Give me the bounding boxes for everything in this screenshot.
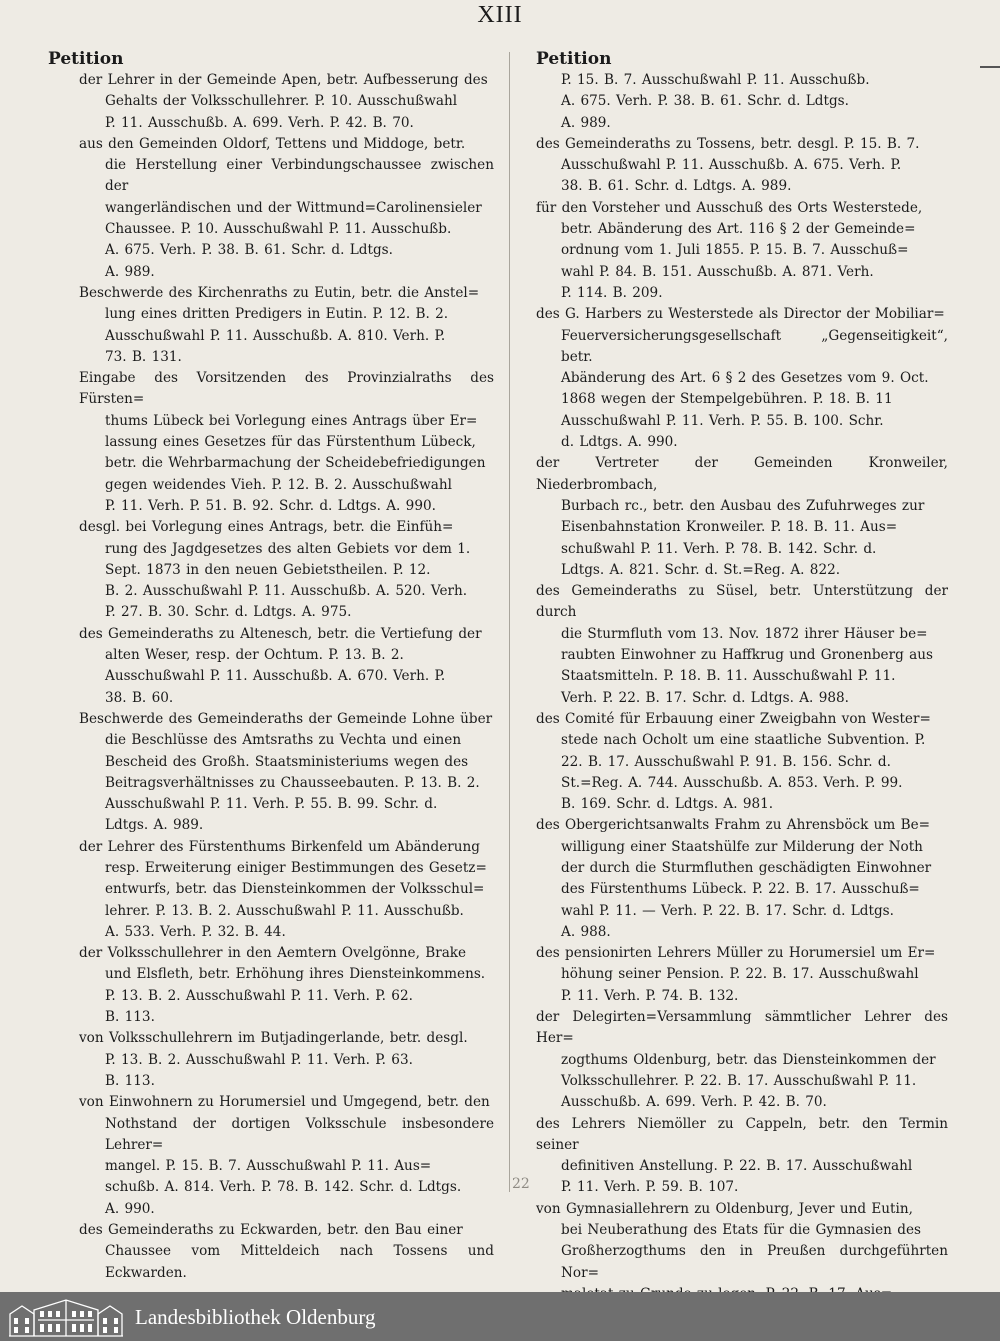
entry-line: d. Ldtgs. A. 990. [561,434,678,451]
right-column [536,48,948,1327]
entry-line: Chaussee. P. 10. Ausschußwahl P. 11. Ausschußb. [105,221,452,238]
entry-line: wahl P. 11. — Verh. P. 22. B. 17. Schr. d. Ldtgs. [561,902,894,919]
pencil-annotation: 22 [512,1176,530,1192]
entry-line: Ldtgs. A. 821. Schr. d. St.=Reg. A. 822. [561,561,841,578]
entry-line: aus den Gemeinden Oldorf, Tettens und Middoge, betr. [79,135,466,152]
entry-line: des G. Harbers zu Westerstede als Director der Mobiliar= [536,306,945,323]
column-divider [509,52,510,1192]
entry-line: P. 11. Verh. P. 74. B. 132. [561,987,739,1004]
entry-line: resp. Erweiterung einiger Bestimmungen des Gesetz= [105,859,487,876]
entry-line: des Gemeinderaths zu Eckwarden, betr. den Bau einer [79,1222,463,1239]
library-building-icon [8,1296,124,1337]
entry-line: Chaussee vom Mitteldeich nach Tossens und Eckwarden. [105,1243,494,1281]
entry-line: bei Neuberathung des Etats für die Gymnasien des [561,1222,921,1239]
entry-line: 38. B. 61. Schr. d. Ldtgs. A. 989. [561,178,792,195]
entry-line: Beitragsverhältnisses zu Chausseebauten. P. 13. B. 2. [105,774,480,791]
entry-line: P. 27. B. 30. Schr. d. Ldtgs. A. 975. [105,604,352,621]
entry-line: zogthums Oldenburg, betr. das Diensteinkommen der [561,1051,936,1068]
entry-line: des Gemeinderaths zu Süsel, betr. Unterstützung der durch [536,583,948,621]
entry-line: willigung einer Staatshülfe zur Milderung der Noth [561,838,923,855]
left-petition-entry [48,1028,494,1092]
right-petition-entry [536,581,948,709]
entry-line: der durch die Sturmfluthen geschädigten Einwohner [561,859,932,876]
left-petition-entry [48,283,494,368]
entry-line: des Lehrers Niemöller zu Cappeln, betr. den Termin seiner [536,1115,948,1153]
entry-line: Ausschußb. A. 699. Verh. P. 42. B. 70. [561,1094,827,1111]
entry-line: Burbach rc., betr. den Ausbau des Zufuhrweges zur [561,497,925,514]
entry-line: Ausschußwahl P. 11. Verh. P. 55. B. 100. Schr. [561,412,884,429]
entry-line: mangel. P. 15. B. 7. Ausschußwahl P. 11. Aus= [105,1158,432,1175]
left-petition-entry [48,709,494,837]
entry-line: P. 13. B. 2. Ausschußwahl P. 11. Verh. P. 62. [105,987,413,1004]
library-footer [0,1292,1000,1341]
left-petition-entry [48,517,494,623]
entry-line: A. 990. [105,1200,155,1217]
right-petition-entry [536,70,948,134]
entry-line: B. 113. [105,1072,155,1089]
entry-line: von Gymnasiallehrern zu Oldenburg, Jever und Eutin, [536,1200,913,1217]
entry-line: die Herstellung einer Verbindungschaussee zwischen der [105,157,494,195]
entry-line: Beschwerde des Kirchenraths zu Eutin, betr. die Anstel= [79,284,480,301]
entry-line: lassung eines Gesetzes für das Fürstenthum Lübeck, [105,434,476,451]
entry-line: die Beschlüsse des Amtsraths zu Vechta und einen [105,732,462,749]
entry-line: P. 13. B. 2. Ausschußwahl P. 11. Verh. P. 63. [105,1051,413,1068]
entry-line: entwurfs, betr. das Diensteinkommen der Volksschul= [105,881,485,898]
right-petition-entry [536,709,948,815]
entry-line: stede nach Ocholt um eine staatliche Subvention. P. [561,732,926,749]
right-entries [536,70,948,1327]
entry-line: schußwahl P. 11. Verh. P. 78. B. 142. Schr. d. [561,540,877,557]
left-petition-entry [48,1092,494,1220]
entry-line: A. 675. Verh. P. 38. B. 61. Schr. d. Ldtgs. [105,242,393,259]
entry-line: Eingabe des Vorsitzenden des Provinzialraths des Fürsten= [79,370,494,408]
left-petition-entry [48,70,494,134]
entry-line: Bescheid des Großh. Staatsministeriums wegen des [105,753,469,770]
entry-line: schußb. A. 814. Verh. P. 78. B. 142. Schr. d. Ldtgs. [105,1179,462,1196]
entry-line: thums Lübeck bei Vorlegung eines Antrags über Er= [105,412,478,429]
left-column-heading: Petition [48,49,124,69]
entry-line: gegen weidendes Vieh. P. 12. B. 2. Ausschußwahl [105,476,452,493]
entry-line: Ausschußwahl P. 11. Ausschußb. A. 810. Verh. P. [105,327,446,344]
entry-line: A. 988. [561,923,611,940]
entry-line: A. 989. [105,263,155,280]
entry-line: des Gemeinderaths zu Tossens, betr. desgl. P. 15. B. 7. [536,135,920,152]
entry-line: raubten Einwohner zu Haffkrug und Gronenberg aus [561,647,933,664]
entry-line: 73. B. 131. [105,348,182,365]
entry-line: lung eines dritten Predigers in Eutin. P. 12. B. 2. [105,306,449,323]
entry-line: der Lehrer des Fürstenthums Birkenfeld um Abänderung [79,838,481,855]
entry-line: P. 11. Ausschußb. A. 699. Verh. P. 42. B. 70. [105,114,414,131]
entry-line: der Lehrer in der Gemeinde Apen, betr. Aufbesserung des [79,72,488,88]
entry-line: der Delegirten=Versammlung sämmtlicher Lehrer des Her= [536,1009,948,1047]
entry-line: betr. Abänderung des Art. 116 § 2 der Gemeinde= [561,221,916,238]
entry-line: des Comité für Erbauung einer Zweigbahn von Wester= [536,710,931,727]
entry-line: Eisenbahnstation Kronweiler. P. 18. B. 11. Aus= [561,519,898,536]
entry-line: wangerländischen und der Wittmund=Carolinensieler [105,199,482,216]
left-column [48,48,494,1284]
entry-line: höhung seiner Pension. P. 22. B. 17. Ausschußwahl [561,966,919,983]
entry-line: St.=Reg. A. 744. Ausschußb. A. 853. Verh. P. 99. [561,774,903,791]
entry-line: und Elsfleth, betr. Erhöhung ihres Diensteinkommens. [105,966,486,983]
entry-line: definitiven Anstellung. P. 22. B. 17. Ausschußwahl [561,1158,913,1175]
left-entries [48,70,494,1284]
entry-line: Sept. 1873 in den neuen Gebietstheilen. P. 12. [105,561,431,578]
entry-line: des pensionirten Lehrers Müller zu Horumersiel um Er= [536,945,936,962]
right-column-heading: Petition [536,49,612,69]
entry-line: die Sturmfluth vom 13. Nov. 1872 ihrer Häuser be= [561,625,928,642]
entry-line: lehrer. P. 13. B. 2. Ausschußwahl P. 11. Ausschußb. [105,902,464,919]
entry-line: B. 113. [105,1009,155,1026]
entry-line: Feuerversicherungsgesellschaft „Gegenseitigkeit“, betr. [561,327,948,365]
entry-line: Abänderung des Art. 6 § 2 des Gesetzes vom 9. Oct. [561,370,929,387]
entry-line: Nothstand der dortigen Volksschule insbesondere Lehrer= [105,1115,494,1153]
right-petition-entry [536,304,948,453]
right-petition-entry [536,815,948,943]
entry-line: von Einwohnern zu Horumersiel und Umgegend, betr. den [79,1094,490,1111]
left-petition-entry [48,624,494,709]
entry-line: der Volksschullehrer in den Aemtern Ovelgönne, Brake [79,945,467,962]
entry-line: desgl. bei Vorlegung eines Antrags, betr. die Einfüh= [79,519,454,536]
entry-line: B. 2. Ausschußwahl P. 11. Ausschußb. A. 520. Verh. [105,583,468,600]
entry-line: A. 675. Verh. P. 38. B. 61. Schr. d. Ldtgs. [561,93,849,110]
entry-line: Beschwerde des Gemeinderaths der Gemeinde Lohne über [79,710,493,727]
entry-line: Großherzogthums den in Preußen durchgeführten Nor= [561,1243,948,1281]
entry-line: P. 15. B. 7. Ausschußwahl P. 11. Ausschußb. [561,72,870,88]
entry-line: alten Weser, resp. der Ochtum. P. 13. B. 2. [105,647,404,664]
entry-line: der Vertreter der Gemeinden Kronweiler, Niederbrombach, [536,455,948,493]
entry-line: betr. die Wehrbarmachung der Scheidebefriedigungen [105,455,486,472]
right-petition-entry [536,134,948,198]
left-petition-entry [48,837,494,943]
entry-line: des Fürstenthums Lübeck. P. 22. B. 17. Ausschuß= [561,881,920,898]
right-petition-entry [536,1114,948,1199]
entry-line: B. 169. Schr. d. Ldtgs. A. 981. [561,796,774,813]
right-petition-entry [536,198,948,304]
entry-line: P. 114. B. 209. [561,284,663,301]
entry-line: wahl P. 84. B. 151. Ausschußb. A. 871. Verh. [561,263,874,280]
entry-line: ordnung vom 1. Juli 1855. P. 15. B. 7. Ausschuß= [561,242,909,259]
entry-line: von Volksschullehrern im Butjadingerlande, betr. desgl. [79,1030,468,1047]
left-petition-entry [48,368,494,517]
entry-line: Gehalts der Volksschullehrer. P. 10. Ausschußwahl [105,93,458,110]
entry-line: A. 989. [561,114,611,131]
entry-line: Ausschußwahl P. 11. Verh. P. 55. B. 99. Schr. d. [105,796,438,813]
entry-line: 38. B. 60. [105,689,174,706]
margin-mark [980,66,1000,68]
entry-line: P. 11. Verh. P. 51. B. 92. Schr. d. Ldtgs. A. 990. [105,497,436,514]
library-name: Landesbibliothek Oldenburg [135,1305,376,1329]
entry-line: Volksschullehrer. P. 22. B. 17. Ausschußwahl P. 11. [561,1072,917,1089]
entry-line: A. 533. Verh. P. 32. B. 44. [105,923,286,940]
right-petition-entry [536,943,948,1007]
entry-line: rung des Jagdgesetzes des alten Gebiets vor dem 1. [105,540,471,557]
entry-line: Staatsmitteln. P. 18. B. 11. Ausschußwahl P. 11. [561,668,896,685]
entry-line: des Gemeinderaths zu Altenesch, betr. die Vertiefung der [79,625,482,642]
entry-line: P. 11. Verh. P. 59. B. 107. [561,1179,739,1196]
right-petition-entry [536,1007,948,1113]
entry-line: 22. B. 17. Ausschußwahl P. 91. B. 156. Schr. d. [561,753,891,770]
entry-line: für den Vorsteher und Ausschuß des Orts Westerstede, [536,199,923,216]
left-petition-entry [48,1220,494,1284]
entry-line: Verh. P. 22. B. 17. Schr. d. Ldtgs. A. 988. [561,689,849,706]
entry-line: Ldtgs. A. 989. [105,817,204,834]
entry-line: des Obergerichtsanwalts Frahm zu Ahrensböck um Be= [536,817,931,834]
left-petition-entry [48,943,494,1028]
entry-line: 1868 wegen der Stempelgebühren. P. 18. B. 11 [561,391,893,408]
left-petition-entry [48,134,494,283]
entry-line: Ausschußwahl P. 11. Ausschußb. A. 675. Verh. P. [561,157,902,174]
page-number: XIII [477,2,523,28]
entry-line: Ausschußwahl P. 11. Ausschußb. A. 670. Verh. P. [105,668,446,685]
right-petition-entry [536,453,948,581]
